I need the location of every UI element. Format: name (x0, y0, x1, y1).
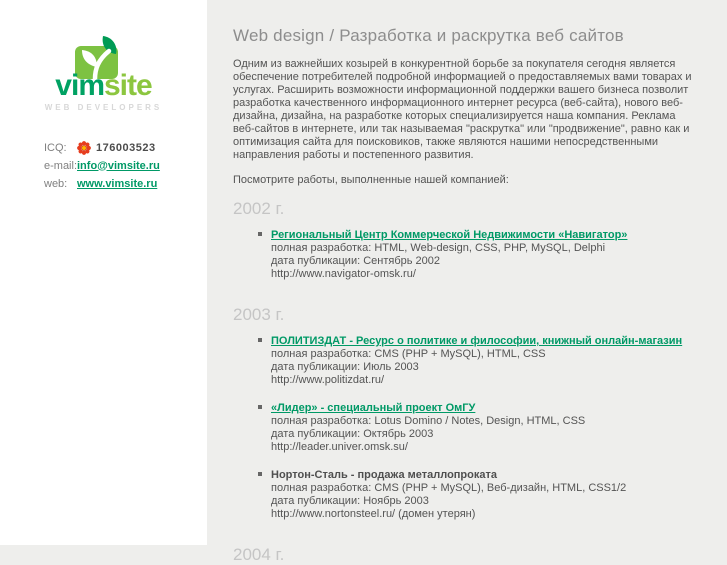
works-intro: Посмотрите работы, выполненные нашей компанией: (233, 174, 509, 186)
brand-wordmark (0, 70, 207, 102)
brand-vim: vim (55, 69, 104, 102)
year-heading: 2004 г. (233, 545, 285, 564)
web-label: web: (44, 177, 68, 190)
project-title-link: Нортон-Сталь - продажа металлопроката (271, 469, 497, 481)
project-title-link[interactable]: Региональный Центр Коммерческой Недвижимости «Навигатор» (271, 229, 628, 241)
project-item (258, 467, 697, 521)
bullet-icon (258, 472, 262, 476)
project-development: полная разработка: CMS (PHP + MySQL), Веб-дизайн, HTML, CSS1/2 (271, 482, 627, 494)
bullet-icon (258, 232, 262, 236)
bullet-icon (258, 405, 262, 409)
year-section (233, 305, 697, 521)
contact-row-web (44, 177, 160, 190)
project-item (258, 333, 697, 387)
icq-flower-icon (77, 141, 91, 155)
vimsite-logo[interactable] (0, 0, 207, 120)
contact-row-icq (44, 141, 160, 154)
project-publish-date: дата публикации: Июль 2003 (271, 361, 419, 373)
project-title-link[interactable]: «Лидер» - специальный проект ОмГУ (271, 402, 476, 414)
icq-label: ICQ: (44, 141, 67, 154)
year-heading: 2003 г. (233, 305, 285, 324)
project-item (258, 227, 697, 281)
bullet-icon (258, 338, 262, 342)
project-development: полная разработка: CMS (PHP + MySQL), HTML, CSS (271, 348, 546, 360)
project-publish-date: дата публикации: Сентябрь 2002 (271, 255, 441, 267)
project-list (233, 333, 697, 521)
portfolio-by-year (233, 199, 697, 565)
sidebar (0, 0, 207, 545)
intro-paragraph: Одним из важнейших козырей в конкурентной борьбе за покупателя сегодня является обеспечение потребителей подробной информацией о предоставляемых вами товарах и услугах. Расширить возможности информационной поддержки вашего бизнеса позволит разработка качественного информационного интернет ресурса (веб-сайта), нового веб-дизайна, дизайна, на разработке которых специализируется наша компания. Реклама веб-сайтов в интернете, или так называемая "раскрутка" или "продвижение", равно как и оптимизация сайта для поисковиков, также являются нашими непосредственными направления работы и постепенного развития. (233, 58, 692, 161)
year-heading: 2002 г. (233, 199, 285, 218)
web-link[interactable]: www.vimsite.ru (77, 177, 158, 190)
project-publish-date: дата публикации: Ноябрь 2003 (271, 495, 429, 507)
project-url: http://www.nortonsteel.ru/ (домен утерян) (271, 508, 476, 520)
project-url: http://leader.univer.omsk.su/ (271, 441, 408, 453)
project-list (233, 227, 697, 281)
icq-number: 176003523 (96, 141, 156, 154)
year-section (233, 199, 697, 281)
contact-row-email (44, 159, 160, 172)
brand-tagline: WEB DEVELOPERS (44, 103, 163, 112)
main-content (207, 0, 727, 564)
project-publish-date: дата публикации: Октябрь 2003 (271, 428, 434, 440)
brand-site: site (104, 69, 152, 102)
contact-block (44, 141, 160, 195)
email-link[interactable]: info@vimsite.ru (77, 159, 160, 172)
project-development: полная разработка: HTML, Web-design, CSS, PHP, MySQL, Delphi (271, 242, 606, 254)
project-development: полная разработка: Lotus Domino / Notes, Design, HTML, CSS (271, 415, 586, 427)
project-url: http://www.navigator-omsk.ru/ (271, 268, 416, 280)
project-item (258, 400, 697, 454)
page-title: Web design / Разработка и раскрутка веб сайтов (233, 26, 624, 45)
project-title-link[interactable]: ПОЛИТИЗДАТ - Ресурс о политике и философии, книжный онлайн-магазин (271, 335, 683, 347)
email-label: e-mail: (44, 159, 78, 172)
year-section (233, 545, 697, 565)
project-url: http://www.politizdat.ru/ (271, 374, 385, 386)
